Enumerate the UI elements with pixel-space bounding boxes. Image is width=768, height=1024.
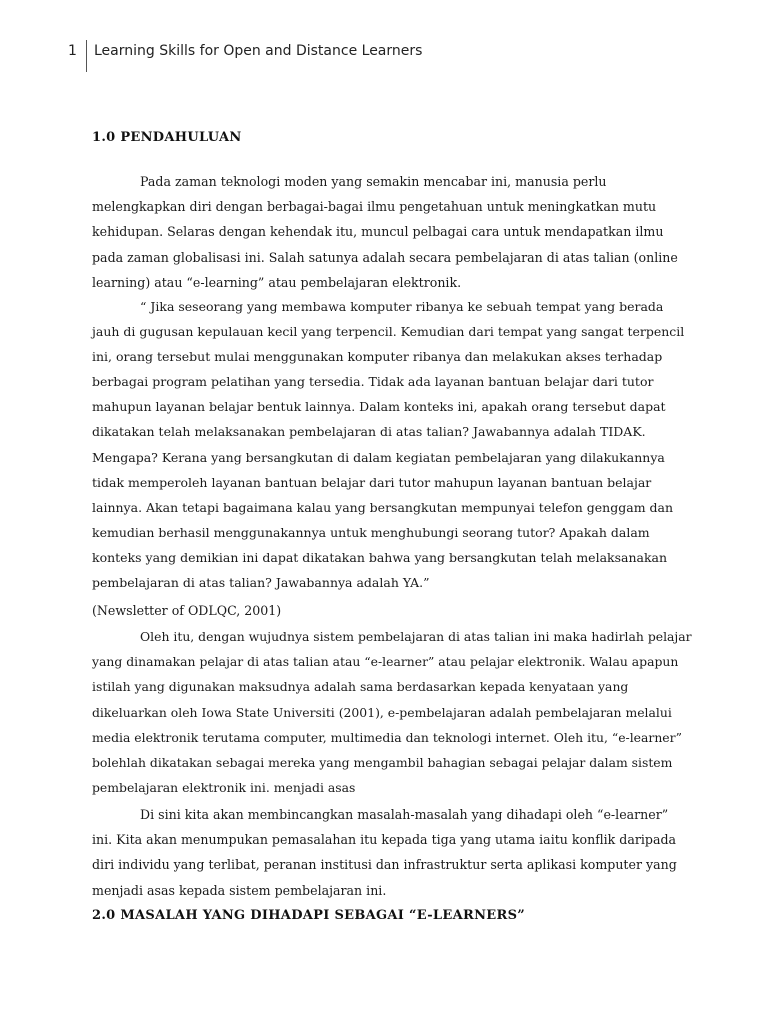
quote-citation: (Newsletter of ODLQC, 2001): [92, 603, 282, 618]
section-heading-masalah: 2.0 MASALAH YANG DIHADAPI SEBAGAI “E-LEARNERS”: [92, 908, 526, 923]
paragraph-e-learner-definition: Oleh itu, dengan wujudnya sistem pembelajaran di atas talian ini maka hadirlah pelajar yang dinamakan pelajar di atas talian atau “e-learner” atau pelajar elektronik. Walau apapun istilah yang digunakan maksudnya adalah sama berdasarkan kepada kenyataan yang dikeluarkan oleh Iowa State Universiti (2001), e-pembelajaran adalah pembelajaran melalui media elektronik terutama computer, multimedia dan teknologi internet. Oleh itu, “e-learner” bolehlah dikatakan sebagai mereka yang mengambil bahagian sebagai pelajar dalam sistem pembelajaran elektronik ini. menjadi asas: [92, 629, 692, 796]
page-number: 1: [68, 43, 77, 59]
page-header: [0, 40, 768, 72]
header-divider: [86, 40, 87, 72]
intro-paragraph: Pada zaman teknologi moden yang semakin mencabar ini, manusia perlu melengkapkan diri dengan berbagai-bagai ilmu pengetahuan untuk meningkatkan mutu kehidupan. Selaras dengan kehendak itu, muncul pelbagai cara untuk mendapatkan ilmu pada zaman globalisasi ini. Salah satunya adalah secara pembelajaran di atas talian (online learning) atau “e-learning” atau pembelajaran elektronik.: [92, 174, 678, 290]
running-title: Learning Skills for Open and Distance Learners: [94, 43, 423, 59]
section-heading-pendahuluan: 1.0 PENDAHULUAN: [92, 130, 242, 145]
paragraph-problems-overview: Di sini kita akan membincangkan masalah-masalah yang dihadapi oleh “e-learner” ini. Kita akan menumpukan pemasalahan itu kepada tiga yang utama iaitu konflik daripada diri individu yang terlibat, peranan institusi dan infrastruktur serta aplikasi komputer yang menjadi asas kepada sistem pembelajaran ini.: [92, 807, 677, 898]
block-quote: “ Jika seseorang yang membawa komputer ribanya ke sebuah tempat yang berada jauh di gugusan kepulauan kecil yang terpencil. Kemudian dari tempat yang sangat terpencil ini, orang tersebut mulai menggunakan komputer ribanya dan melakukan akses terhadap berbagai program pelatihan yang tersedia. Tidak ada layanan bantuan belajar dari tutor mahupun layanan belajar bentuk lainnya. Dalam konteks ini, apakah orang tersebut dapat dikatakan telah melaksanakan pembelajaran di atas talian? Jawabannya adalah TIDAK. Mengapa? Kerana yang bersangkutan di dalam kegiatan pembelajaran yang dilakukannya tidak memperoleh layanan bantuan belajar dari tutor mahupun layanan bantuan belajar lainnya. Akan tetapi bagaimana kalau yang bersangkutan mempunyai telefon genggam dan kemudian berhasil menggunakannya untuk menghubungi seorang tutor? Apakah dalam konteks yang demikian ini dapat dikatakan bahwa yang bersangkutan telah melaksanakan pembelajaran di atas talian? Jawabannya adalah YA.”: [92, 299, 685, 591]
